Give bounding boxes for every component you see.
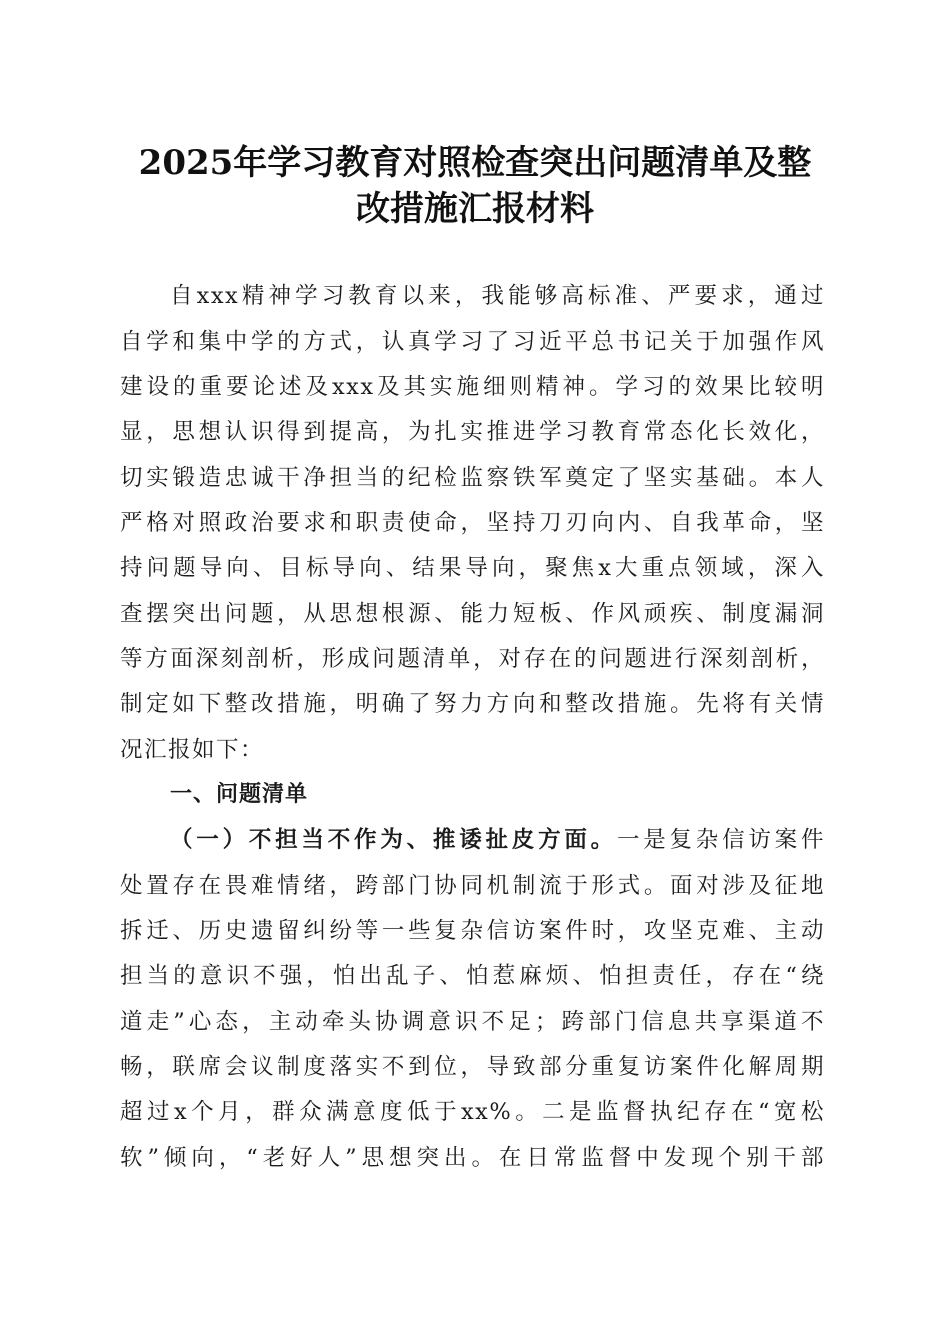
paragraph-line	[170, 820, 825, 860]
paragraph-line: 处置存在畏难情绪，跨部门协同机制流于形式。面对涉及征地	[120, 873, 825, 899]
paragraph-line: 显，思想认识得到提高，为扎实推进学习教育常态化长效化，	[120, 419, 825, 445]
paragraph-line: 拆迁、历史遗留纠纷等一些复杂信访案件时，攻坚克难、主动	[120, 918, 825, 944]
paragraph-line: 担当的意识不强，怕出乱子、怕惹麻烦、怕担责任，存在“绕	[120, 963, 825, 989]
subsection-title: （一）不担当不作为、推诿扯皮方面。	[170, 827, 617, 853]
paragraph-line: 超过x个月，群众满意度低于xx%。二是监督执纪存在“宽松	[120, 1099, 825, 1125]
paragraph-line: 建设的重要论述及xxx及其实施细则精神。学习的效果比较明	[120, 374, 825, 400]
document-title-line-1: 2025年学习教育对照检查突出问题清单及整	[138, 143, 812, 183]
paragraph-line: 查摆突出问题，从思想根源、能力短板、作风顽疾、制度漏洞	[120, 601, 825, 627]
paragraph-line: 制定如下整改措施，明确了努力方向和整改措施。先将有关情	[120, 691, 825, 717]
paragraph-line: 道走”心态，主动牵头协调意识不足；跨部门信息共享渠道不	[120, 1009, 825, 1035]
paragraph-line: 切实锻造忠诚干净担当的纪检监察铁军奠定了坚实基础。本人	[120, 465, 825, 491]
paragraph-line: 自学和集中学的方式，认真学习了习近平总书记关于加强作风	[120, 329, 825, 355]
section-heading: 一、问题清单	[170, 782, 309, 807]
paragraph-line: 况汇报如下：	[120, 737, 265, 763]
paragraph-line: 严格对照政治要求和职责使命，坚持刀刃向内、自我革命，坚	[120, 510, 825, 536]
subsection-text: 一是复杂信访案件	[616, 827, 825, 853]
paragraph-line: 等方面深刻剖析，形成问题清单，对存在的问题进行深刻剖析，	[120, 646, 825, 672]
paragraph-line: 畅，联席会议制度落实不到位，导致部分重复访案件化解周期	[120, 1054, 825, 1080]
document-title-line-2: 改措施汇报材料	[356, 189, 594, 229]
paragraph-line: 持问题导向、目标导向、结果导向，聚焦x大重点领域，深入	[120, 555, 825, 581]
paragraph-line: 软”倾向，“老好人”思想突出。在日常监督中发现个别干部	[120, 1145, 825, 1171]
paragraph-line: 自xxx精神学习教育以来，我能够高标准、严要求，通过	[170, 283, 825, 309]
